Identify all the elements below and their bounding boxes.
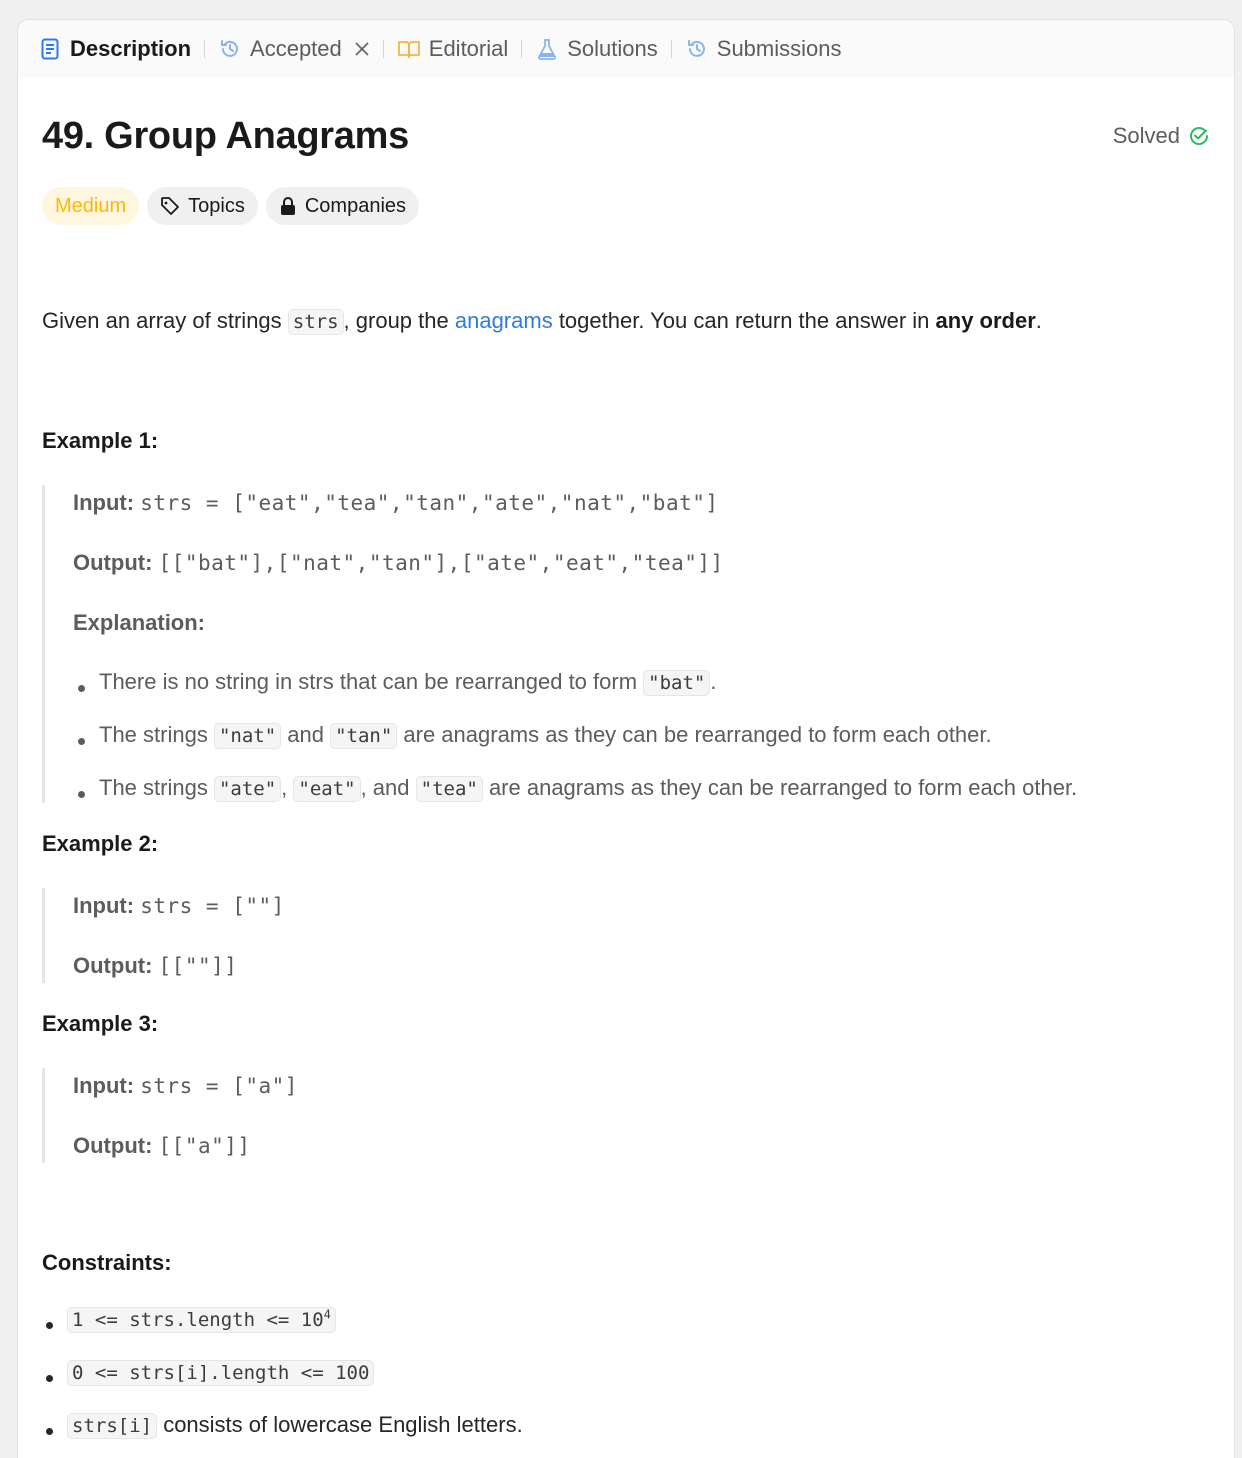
output-label: Output: xyxy=(73,1133,153,1158)
example-2-input xyxy=(73,893,285,919)
inline-code: "tan" xyxy=(330,723,397,749)
flask-icon xyxy=(535,37,559,61)
desc-text: . xyxy=(1035,308,1042,333)
tab-label: Description xyxy=(70,35,192,61)
example-1-output xyxy=(73,550,724,576)
constraint-item xyxy=(67,1412,523,1438)
tab-label: Editorial xyxy=(428,35,509,61)
inline-code: "ate" xyxy=(214,776,281,802)
example-3-input xyxy=(73,1073,298,1099)
output-value: [["a"]] xyxy=(158,1134,251,1158)
solved-label: Solved xyxy=(1112,123,1180,148)
desc-text: Given an array of strings xyxy=(42,308,288,333)
anagrams-link[interactable]: anagrams xyxy=(454,308,553,333)
inline-code: strs xyxy=(288,309,344,335)
item-text: There is no string in strs that can be rearranged to form xyxy=(99,669,644,694)
companies-button[interactable] xyxy=(266,187,419,225)
inline-code xyxy=(67,1307,336,1333)
item-text: are anagrams as they can be rearranged to form each other. xyxy=(397,722,992,747)
input-value: strs = ["eat","tea","tan","ate","nat","bat"] xyxy=(140,491,719,515)
topics-label: Topics xyxy=(188,194,245,217)
bullet xyxy=(46,1428,53,1435)
tab-divider xyxy=(521,40,522,58)
tag-row xyxy=(42,187,419,225)
explanation-item xyxy=(99,775,1077,801)
example-1-block xyxy=(42,485,1192,803)
tab-label: Accepted xyxy=(250,35,342,61)
item-text: and xyxy=(281,722,331,747)
tab-divider xyxy=(671,40,672,58)
input-label: Input: xyxy=(73,490,135,515)
history-icon xyxy=(218,37,242,61)
tab-editorial[interactable] xyxy=(397,20,508,77)
book-icon xyxy=(397,37,421,61)
problem-panel xyxy=(17,19,1235,1458)
example-2-title: Example 2: xyxy=(42,831,159,856)
input-label: Input: xyxy=(73,1073,135,1098)
input-value: strs = [""] xyxy=(140,894,285,918)
input-label: Input: xyxy=(73,893,135,918)
example-2-output xyxy=(73,953,237,979)
document-icon xyxy=(38,37,62,61)
output-value: [["bat"],["nat","tan"],["ate","eat","tea"]] xyxy=(158,551,724,575)
item-text: . xyxy=(710,669,717,694)
desc-text: together. You can return the answer in xyxy=(552,308,936,333)
topics-button[interactable] xyxy=(147,187,258,225)
tab-description[interactable] xyxy=(38,20,191,77)
history-icon xyxy=(685,37,709,61)
bullet xyxy=(78,738,85,745)
inline-code: "tea" xyxy=(416,776,483,802)
desc-bold: any order xyxy=(935,308,1036,333)
close-icon[interactable] xyxy=(354,41,370,57)
bullet xyxy=(78,685,85,692)
example-1-input xyxy=(73,490,719,516)
input-value: strs = ["a"] xyxy=(140,1074,298,1098)
tag-icon xyxy=(160,196,180,216)
constraints-title: Constraints: xyxy=(42,1250,172,1275)
example-2-block xyxy=(42,888,642,983)
tab-bar xyxy=(18,20,1234,77)
constraint-item xyxy=(67,1359,374,1385)
companies-label: Companies xyxy=(304,194,407,217)
tab-divider xyxy=(383,40,384,58)
inline-code: "eat" xyxy=(293,776,360,802)
inline-code: strs[i] xyxy=(67,1413,157,1439)
example-3-output xyxy=(73,1133,251,1159)
constraint-text: consists of lowercase English letters. xyxy=(157,1412,523,1437)
bullet xyxy=(46,1322,53,1329)
explanation-item xyxy=(99,669,716,695)
bullet xyxy=(78,791,85,798)
tab-divider xyxy=(204,40,205,58)
explanation-item xyxy=(99,722,992,748)
problem-title: 49. Group Anagrams xyxy=(42,115,409,157)
explanation-label: Explanation: xyxy=(73,610,206,635)
example-3-title: Example 3: xyxy=(42,1011,159,1036)
item-text: , xyxy=(281,775,294,800)
output-label: Output: xyxy=(73,550,153,575)
desc-text: , group the xyxy=(343,308,455,333)
lock-icon xyxy=(279,196,297,216)
item-text: The strings xyxy=(99,775,214,800)
item-text: The strings xyxy=(99,722,214,747)
constraint-item xyxy=(67,1306,336,1332)
item-text: , and xyxy=(360,775,416,800)
superscript: 4 xyxy=(323,1307,331,1322)
output-label: Output: xyxy=(73,953,153,978)
inline-code: "bat" xyxy=(643,670,710,696)
example-1-explanation xyxy=(73,610,205,636)
tab-label: Solutions xyxy=(567,35,658,61)
solved-status xyxy=(1113,123,1210,149)
inline-code: "nat" xyxy=(214,723,281,749)
inline-code: 0 <= strs[i].length <= 100 xyxy=(67,1360,374,1386)
example-1-title: Example 1: xyxy=(42,428,159,453)
problem-description xyxy=(42,306,1042,337)
tab-label: Submissions xyxy=(716,35,842,61)
item-text: are anagrams as they can be rearranged to form each other. xyxy=(482,775,1078,800)
tab-accepted[interactable] xyxy=(218,20,370,77)
code-text: 1 <= strs.length <= 10 xyxy=(72,1309,324,1331)
check-circle-icon xyxy=(1188,125,1210,147)
tab-submissions[interactable] xyxy=(685,20,842,77)
difficulty-badge: Medium xyxy=(42,187,139,225)
output-value: [[""]] xyxy=(158,954,238,978)
bullet xyxy=(46,1375,53,1382)
tab-solutions[interactable] xyxy=(535,20,658,77)
example-3-block xyxy=(42,1068,642,1163)
